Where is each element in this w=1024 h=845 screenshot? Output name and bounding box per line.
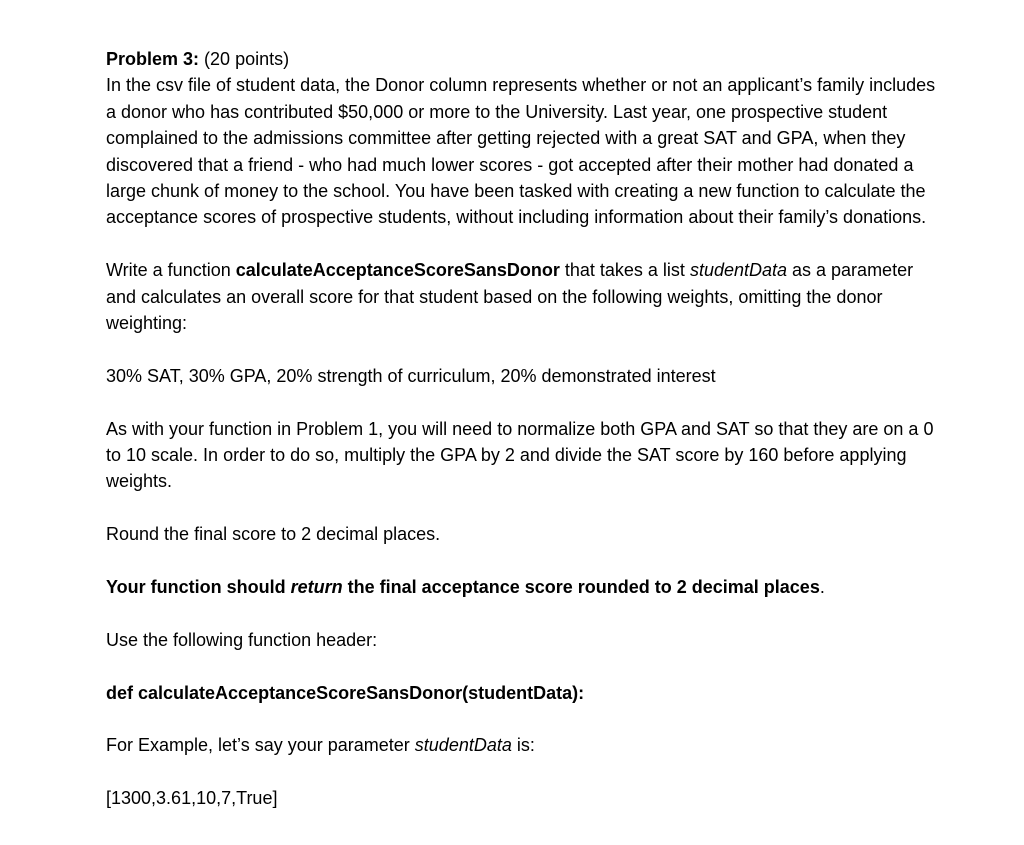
param-name: studentData xyxy=(689,260,788,281)
example-intro xyxy=(106,732,936,758)
return-note-c: the final acceptance score rounded to 2 decimal places xyxy=(342,577,820,598)
return-note-a: Your function should xyxy=(106,577,291,598)
problem-title: Problem 3: xyxy=(106,49,200,69)
example-prefix: For Example, let’s say your parameter xyxy=(106,735,415,756)
header-intro: Use the following function header: xyxy=(106,629,378,650)
example-value: [1300,3.61,10,7,True] xyxy=(106,788,278,809)
function-header-code xyxy=(106,680,936,706)
return-note xyxy=(106,574,936,600)
return-note-emph: return xyxy=(290,577,343,598)
problem-heading-paragraph xyxy=(106,46,936,231)
example-suffix: is: xyxy=(511,735,535,756)
task-suffix: as a parameter and calculates an overall score for that student based on the following weights, omitting the donor weighting: xyxy=(106,260,914,334)
function-name: calculateAcceptanceScoreSansDonor xyxy=(235,260,560,281)
function-header-text: def calculateAcceptanceScoreSansDonor(studentData): xyxy=(106,682,585,703)
normalize-paragraph: As with your function in Problem 1, you will need to normalize both GPA and SAT so that they are on a 0 to 10 scale. In order to do so, multiply the GPA by 2 and divide the SAT score by 160 before applying weights. xyxy=(106,418,934,492)
task-prefix: Write a function xyxy=(106,260,236,281)
return-note-period: . xyxy=(819,577,825,598)
task-mid: that takes a list xyxy=(559,260,690,281)
problem-intro: In the csv file of student data, the Donor column represents whether or not an applicant’s family includes a donor who has contributed $50,000 or more to the University. Last year, one prospective student complained to the admissions committee after getting rejected with a great SAT and GPA, when they discovered that a friend - who had much lower scores - got accepted after their mother had donated a large chunk of money to the school. You have been tasked with creating a new function to calculate the acceptance scores of prospective students, without including information about their family’s donations. xyxy=(106,75,936,228)
round-instruction: Round the final score to 2 decimal places. xyxy=(106,524,441,545)
weights-line: 30% SAT, 30% GPA, 20% strength of curriculum, 20% demonstrated interest xyxy=(106,365,716,386)
document-page xyxy=(106,46,936,812)
example-param: studentData xyxy=(414,735,512,756)
task-paragraph xyxy=(106,257,936,336)
problem-points: (20 points) xyxy=(204,49,290,69)
